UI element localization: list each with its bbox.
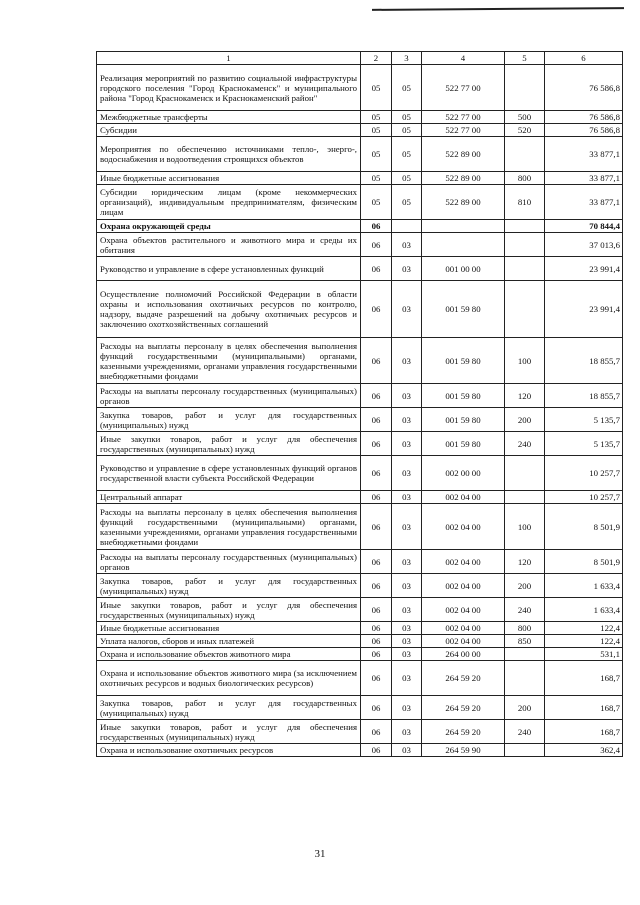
column-header: 3 [392,52,422,65]
section-code-cell: 06 [361,550,392,574]
subsection-code-cell: 03 [392,574,422,598]
subsection-code-cell: 03 [392,720,422,744]
section-code-cell: 06 [361,635,392,648]
subsection-code-cell: 05 [392,185,422,220]
subsection-code-cell: 03 [392,408,422,432]
row-name-cell: Расходы на выплаты персоналу государственных (муниципальных) органов [97,384,361,408]
table-row [97,696,623,720]
amount-cell: 122,4 [545,635,623,648]
table-row [97,384,623,408]
target-article-cell: 522 89 00 [422,185,505,220]
section-code-cell: 06 [361,661,392,696]
expense-type-cell: 240 [505,432,545,456]
section-code-cell: 05 [361,65,392,111]
section-code-cell: 06 [361,504,392,550]
expense-type-cell [505,491,545,504]
expense-type-cell [505,233,545,257]
subsection-code-cell: 03 [392,233,422,257]
section-code-cell: 05 [361,137,392,172]
table-row [97,622,623,635]
amount-cell: 10 257,7 [545,456,623,491]
subsection-code-cell: 05 [392,111,422,124]
subsection-code-cell: 03 [392,598,422,622]
amount-cell: 23 991,4 [545,281,623,338]
amount-cell: 37 013,6 [545,233,623,257]
table-row [97,574,623,598]
target-article-cell: 264 00 00 [422,648,505,661]
section-code-cell: 06 [361,257,392,281]
row-name-cell: Охрана и использование объектов животного мира [97,648,361,661]
subsection-code-cell: 03 [392,281,422,338]
table-body [97,65,623,757]
row-name-cell: Иные бюджетные ассигнования [97,622,361,635]
expense-type-cell: 200 [505,574,545,598]
subsection-code-cell: 03 [392,696,422,720]
expense-type-cell [505,137,545,172]
row-name-cell: Центральный аппарат [97,491,361,504]
subsection-code-cell: 03 [392,661,422,696]
section-code-cell: 05 [361,111,392,124]
amount-cell: 76 586,8 [545,111,623,124]
expense-type-cell: 240 [505,720,545,744]
target-article-cell: 001 59 80 [422,338,505,384]
amount-cell: 70 844,4 [545,220,623,233]
target-article-cell: 002 00 00 [422,456,505,491]
expense-type-cell [505,257,545,281]
page-number: 31 [314,848,326,860]
target-article-cell: 522 77 00 [422,65,505,111]
row-name-cell: Охрана объектов растительного и животного мира и среды их обитания [97,233,361,257]
section-code-cell: 06 [361,384,392,408]
subsection-code-cell: 05 [392,65,422,111]
top-rule [372,7,624,11]
amount-cell: 122,4 [545,622,623,635]
table-row [97,172,623,185]
subsection-code-cell: 05 [392,172,422,185]
row-name-cell: Закупка товаров, работ и услуг для государственных (муниципальных) нужд [97,574,361,598]
table-row [97,408,623,432]
target-article-cell [422,233,505,257]
target-article-cell: 522 89 00 [422,137,505,172]
section-code-cell: 06 [361,281,392,338]
table-row [97,720,623,744]
document-page [96,51,622,757]
target-article-cell: 001 59 80 [422,384,505,408]
subsection-code-cell: 05 [392,124,422,137]
column-header: 1 [97,52,361,65]
expense-type-cell: 120 [505,384,545,408]
expense-type-cell [505,648,545,661]
row-name-cell: Реализация мероприятий по развитию социальной инфраструктуры городского поселения "Город Краснокаменск" и муниципального района "Город Краснокаменск и Краснокаменский район" [97,65,361,111]
target-article-cell: 002 04 00 [422,550,505,574]
target-article-cell: 001 59 80 [422,432,505,456]
column-header: 5 [505,52,545,65]
amount-cell: 10 257,7 [545,491,623,504]
amount-cell: 531,1 [545,648,623,661]
target-article-cell: 264 59 20 [422,720,505,744]
expense-type-cell: 100 [505,504,545,550]
target-article-cell: 001 00 00 [422,257,505,281]
amount-cell: 168,7 [545,720,623,744]
target-article-cell: 002 04 00 [422,635,505,648]
amount-cell: 33 877,1 [545,172,623,185]
amount-cell: 168,7 [545,661,623,696]
table-row [97,491,623,504]
target-article-cell: 002 04 00 [422,504,505,550]
amount-cell: 18 855,7 [545,338,623,384]
subsection-code-cell: 03 [392,456,422,491]
row-name-cell: Расходы на выплаты персоналу в целях обеспечения выполнения функций государственными (муниципальными) органами, казенными учреждениями, органами управления государственными внебюджетными фондами [97,338,361,384]
section-code-cell: 06 [361,648,392,661]
row-name-cell: Уплата налогов, сборов и иных платежей [97,635,361,648]
row-name-cell: Межбюджетные трансферты [97,111,361,124]
table-row [97,635,623,648]
amount-cell: 33 877,1 [545,185,623,220]
expense-type-cell: 800 [505,172,545,185]
expense-type-cell: 850 [505,635,545,648]
table-row [97,504,623,550]
table-row [97,648,623,661]
amount-cell: 1 633,4 [545,574,623,598]
amount-cell: 33 877,1 [545,137,623,172]
budget-table [96,51,623,757]
section-code-cell: 06 [361,598,392,622]
target-article-cell: 264 59 90 [422,744,505,757]
table-row [97,111,623,124]
amount-cell: 362,4 [545,744,623,757]
row-name-cell: Закупка товаров, работ и услуг для государственных (муниципальных) нужд [97,408,361,432]
section-code-cell: 06 [361,574,392,598]
target-article-cell: 002 04 00 [422,491,505,504]
amount-cell: 8 501,9 [545,550,623,574]
row-name-cell: Иные закупки товаров, работ и услуг для обеспечения государственных (муниципальных) нужд [97,432,361,456]
expense-type-cell: 200 [505,696,545,720]
subsection-code-cell: 03 [392,635,422,648]
amount-cell: 76 586,8 [545,124,623,137]
row-name-cell: Руководство и управление в сфере установленных функций [97,257,361,281]
target-article-cell: 264 59 20 [422,696,505,720]
target-article-cell: 002 04 00 [422,598,505,622]
row-name-cell: Закупка товаров, работ и услуг для государственных (муниципальных) нужд [97,696,361,720]
target-article-cell: 522 89 00 [422,172,505,185]
section-code-cell: 05 [361,185,392,220]
row-name-cell: Иные закупки товаров, работ и услуг для обеспечения государственных (муниципальных) нужд [97,720,361,744]
row-name-cell: Расходы на выплаты персоналу государственных (муниципальных) органов [97,550,361,574]
table-row [97,257,623,281]
target-article-cell: 264 59 20 [422,661,505,696]
subsection-code-cell [392,220,422,233]
target-article-cell: 002 04 00 [422,622,505,635]
subsection-code-cell: 03 [392,384,422,408]
subsection-code-cell: 03 [392,504,422,550]
subsection-code-cell: 03 [392,648,422,661]
subsection-code-cell: 03 [392,744,422,757]
table-row [97,65,623,111]
section-code-cell: 05 [361,124,392,137]
amount-cell: 23 991,4 [545,257,623,281]
table-row [97,338,623,384]
section-code-cell: 06 [361,696,392,720]
row-name-cell: Субсидии [97,124,361,137]
target-article-cell: 522 77 00 [422,111,505,124]
table-row [97,598,623,622]
column-header: 2 [361,52,392,65]
subsection-code-cell: 05 [392,137,422,172]
column-header: 6 [545,52,623,65]
table-row [97,432,623,456]
table-row [97,456,623,491]
expense-type-cell: 120 [505,550,545,574]
section-code-cell: 06 [361,720,392,744]
column-header: 4 [422,52,505,65]
amount-cell: 1 633,4 [545,598,623,622]
expense-type-cell: 500 [505,111,545,124]
subsection-code-cell: 03 [392,432,422,456]
section-code-cell: 06 [361,432,392,456]
table-row [97,550,623,574]
target-article-cell: 522 77 00 [422,124,505,137]
row-name-cell: Осуществление полномочий Российской Федерации в области охраны и использования охотничьих ресурсов по контролю, надзору, выдаче разрешений на добычу охотничьих ресурсов и заключению охотхозяйственных соглашений [97,281,361,338]
expense-type-cell: 810 [505,185,545,220]
expense-type-cell [505,220,545,233]
table-row [97,220,623,233]
expense-type-cell [505,281,545,338]
expense-type-cell: 200 [505,408,545,432]
row-name-cell: Руководство и управление в сфере установленных функций органов государственной власти субъекта Российской Федерации [97,456,361,491]
subsection-code-cell: 03 [392,338,422,384]
subsection-code-cell: 03 [392,491,422,504]
amount-cell: 18 855,7 [545,384,623,408]
section-code-cell: 06 [361,491,392,504]
expense-type-cell: 520 [505,124,545,137]
table-header-row [97,52,623,65]
amount-cell: 8 501,9 [545,504,623,550]
subsection-code-cell: 03 [392,550,422,574]
expense-type-cell [505,65,545,111]
section-code-cell: 06 [361,338,392,384]
expense-type-cell [505,456,545,491]
expense-type-cell: 800 [505,622,545,635]
table-row [97,233,623,257]
section-code-cell: 06 [361,408,392,432]
row-name-cell: Мероприятия по обеспечению источниками тепло-, энерго-, водоснабжения и водоотведения строящихся объектов [97,137,361,172]
section-code-cell: 05 [361,172,392,185]
expense-type-cell: 240 [505,598,545,622]
section-code-cell: 06 [361,456,392,491]
subsection-code-cell: 03 [392,257,422,281]
row-name-cell: Охрана и использование объектов животного мира (за исключением охотничьих ресурсов и водных биологических ресурсов) [97,661,361,696]
section-code-cell: 06 [361,622,392,635]
row-name-cell: Охрана и использование охотничьих ресурсов [97,744,361,757]
expense-type-cell [505,744,545,757]
table-row [97,744,623,757]
expense-type-cell [505,661,545,696]
row-name-cell: Иные бюджетные ассигнования [97,172,361,185]
expense-type-cell: 100 [505,338,545,384]
row-name-cell: Иные закупки товаров, работ и услуг для обеспечения государственных (муниципальных) нужд [97,598,361,622]
table-row [97,137,623,172]
row-name-cell: Расходы на выплаты персоналу в целях обеспечения выполнения функций государственными (муниципальными) органами, казенными учреждениями, органами управления государственными внебюджетными фондами [97,504,361,550]
table-row [97,185,623,220]
target-article-cell: 001 59 80 [422,281,505,338]
amount-cell: 168,7 [545,696,623,720]
table-row [97,281,623,338]
section-code-cell: 06 [361,744,392,757]
target-article-cell [422,220,505,233]
table-row [97,124,623,137]
table-row [97,661,623,696]
target-article-cell: 001 59 80 [422,408,505,432]
subsection-code-cell: 03 [392,622,422,635]
section-code-cell: 06 [361,220,392,233]
amount-cell: 76 586,8 [545,65,623,111]
amount-cell: 5 135,7 [545,432,623,456]
section-code-cell: 06 [361,233,392,257]
row-name-cell: Субсидии юридическим лицам (кроме некоммерческих организаций), индивидуальным предпринимателям, физическим лицам [97,185,361,220]
target-article-cell: 002 04 00 [422,574,505,598]
row-name-cell: Охрана окружающей среды [97,220,361,233]
amount-cell: 5 135,7 [545,408,623,432]
